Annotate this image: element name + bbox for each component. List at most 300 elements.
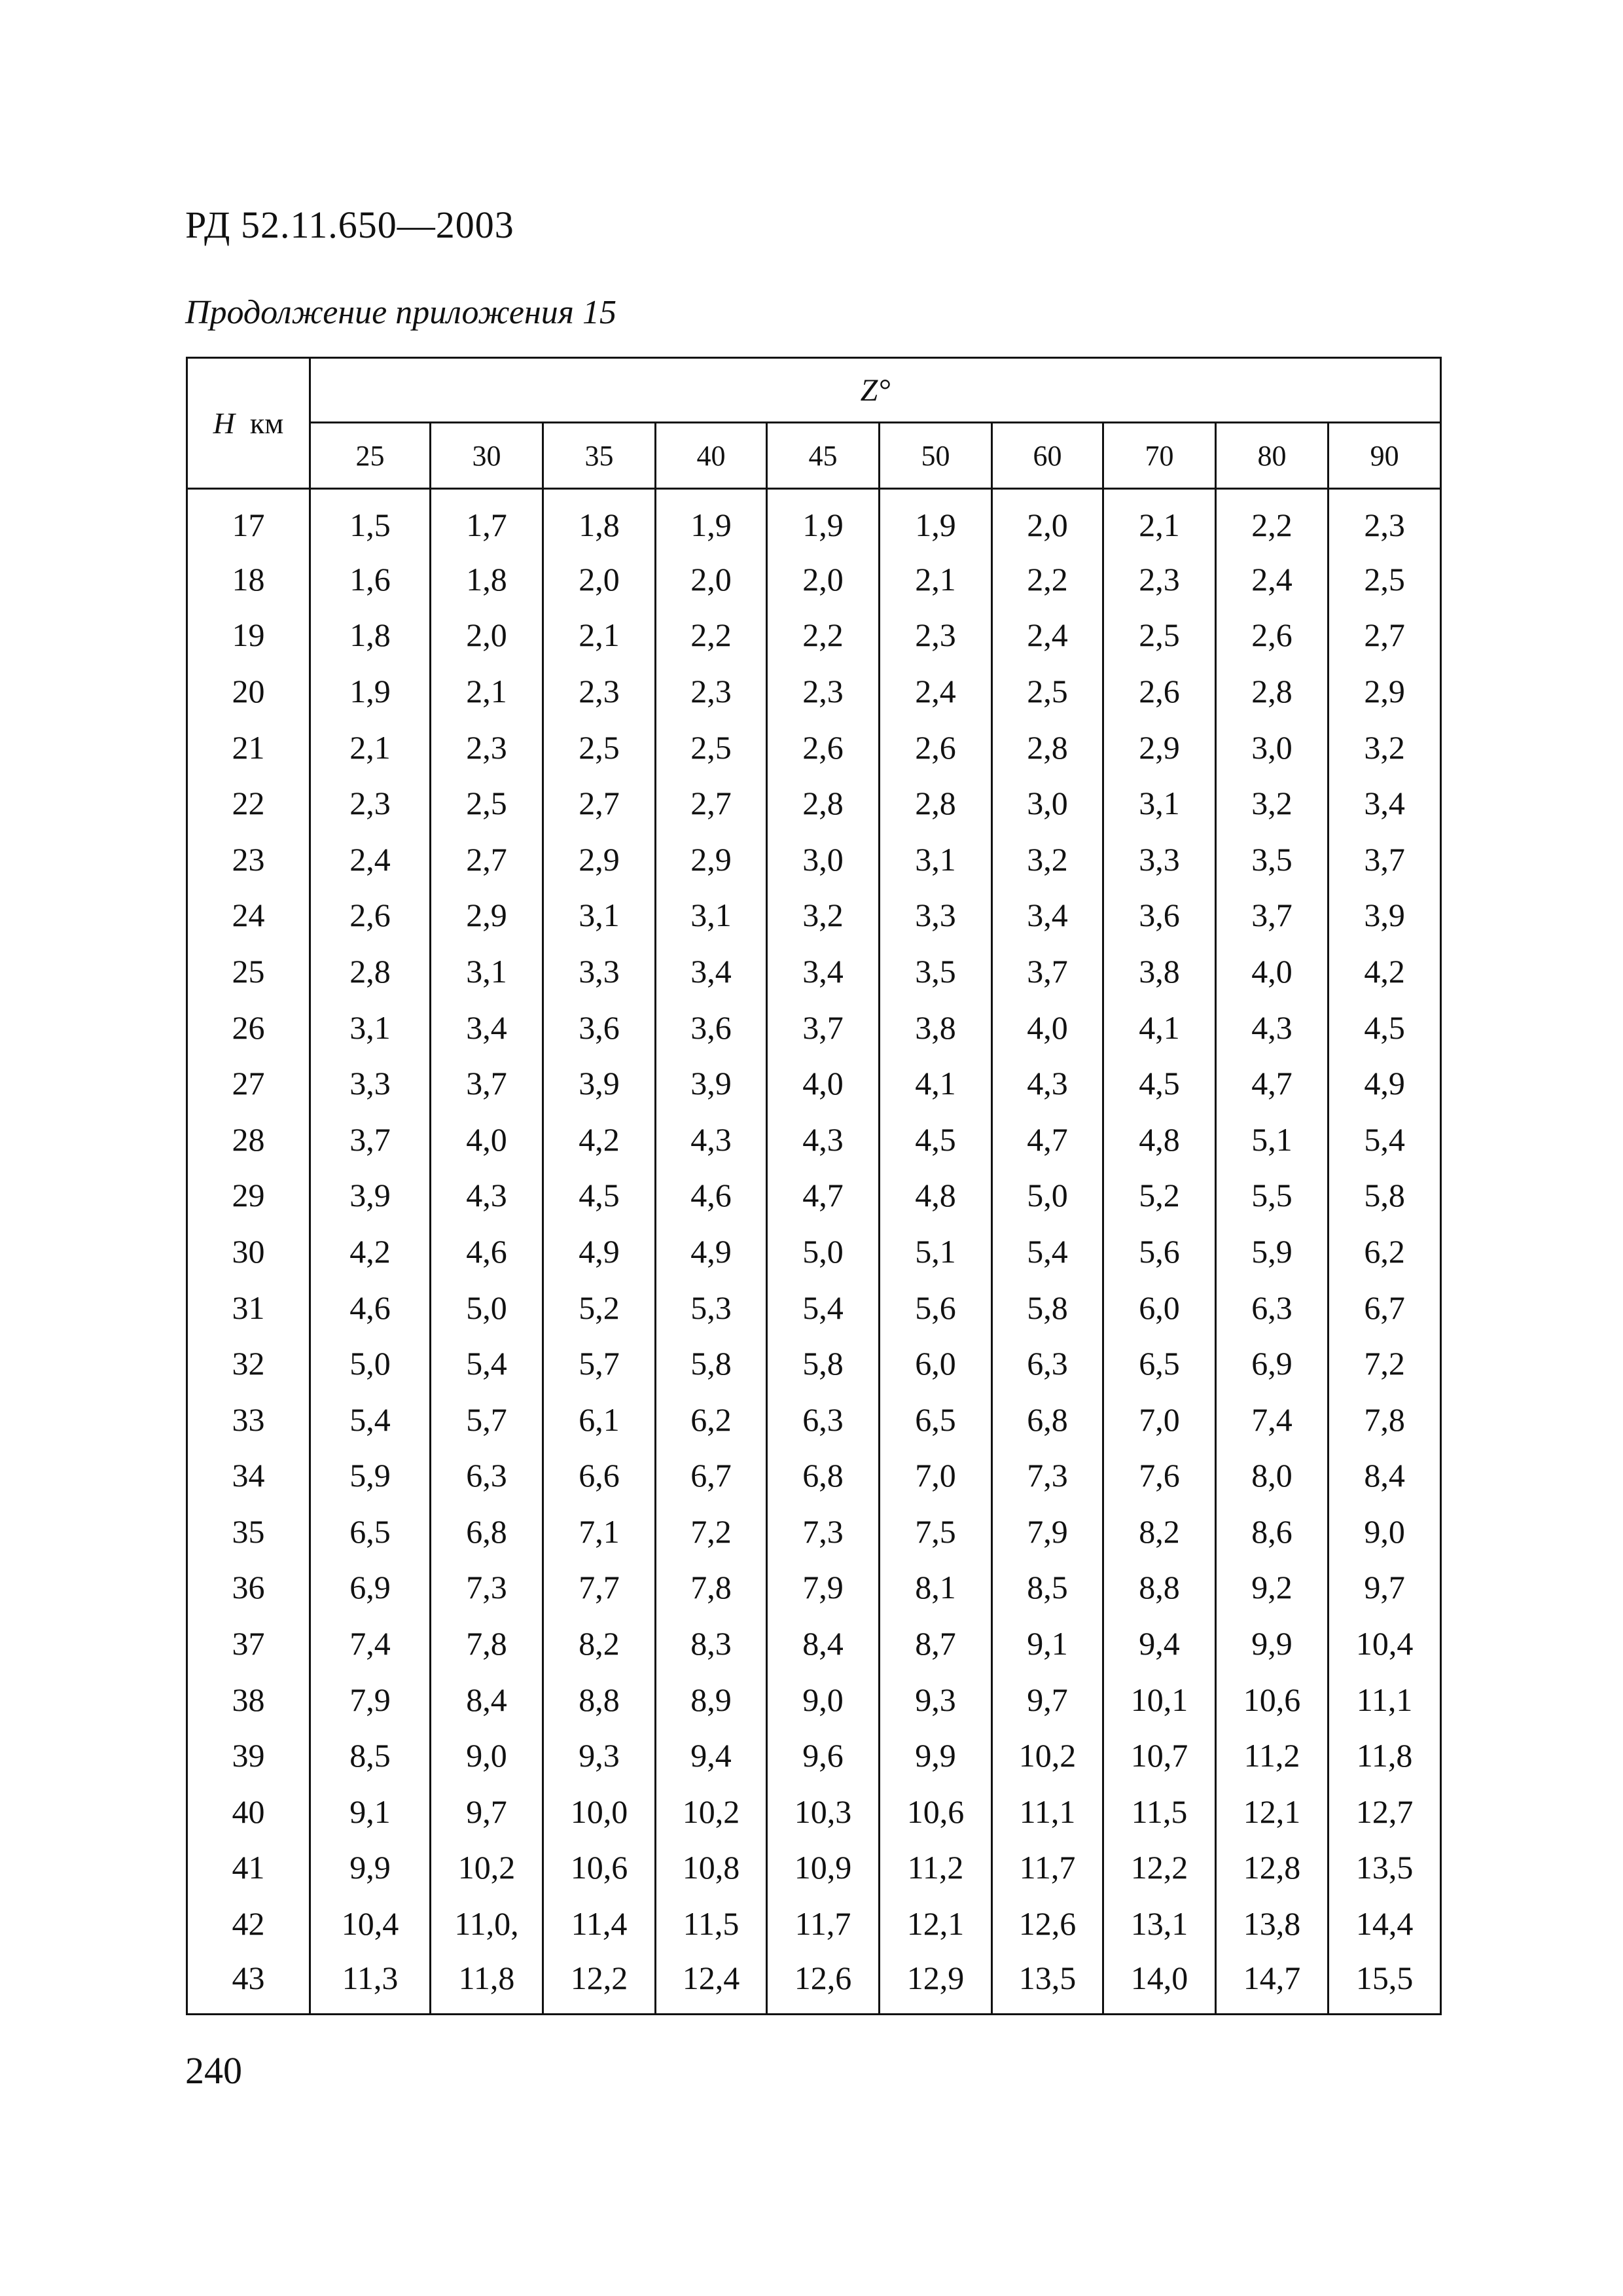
table-cell: 8,7 [880,1615,992,1672]
table-cell: 1,5 [310,489,431,552]
table-cell: 8,4 [767,1615,880,1672]
column-header-cell: 60 [992,423,1103,489]
table-cell: 2,4 [1216,551,1329,607]
table-cell: 11,1 [1329,1672,1441,1728]
table-cell: 4,3 [656,1111,767,1168]
table-cell: 1,7 [431,489,543,552]
table-cell: 2,7 [656,775,767,831]
table-cell: 12,1 [880,1895,992,1952]
table-cell: 8,5 [310,1727,431,1784]
table-cell: 9,7 [431,1784,543,1840]
table-cell: 4,1 [880,1055,992,1111]
table-cell: 6,5 [310,1503,431,1560]
table-cell: 11,8 [1329,1727,1441,1784]
table-cell: 5,4 [1329,1111,1441,1168]
table-cell: 6,0 [1103,1280,1216,1336]
table-cell: 11,7 [767,1895,880,1952]
table-cell: 2,1 [543,607,656,664]
table-cell: 4,5 [543,1168,656,1224]
table-cell: 6,9 [1216,1335,1329,1391]
table-cell: 8,8 [1103,1560,1216,1616]
table-cell: 7,5 [880,1503,992,1560]
table-cell: 10,2 [431,1840,543,1896]
table-cell: 7,8 [656,1560,767,1616]
table-cell: 9,3 [543,1727,656,1784]
table-cell: 9,0 [431,1727,543,1784]
table-cell: 2,3 [767,663,880,719]
table-cell: 6,8 [431,1503,543,1560]
table-cell: 5,4 [310,1391,431,1448]
table-cell: 3,1 [880,831,992,888]
table-cell: 2,5 [1103,607,1216,664]
table-cell: 1,8 [310,607,431,664]
table-cell: 4,6 [656,1168,767,1224]
table-cell: 11,5 [1103,1784,1216,1840]
table-cell: 9,9 [880,1727,992,1784]
table-cell: 7,9 [310,1672,431,1728]
table-row [187,1335,1441,1391]
table-cell: 6,2 [1329,1223,1441,1280]
table-cell: 7,2 [656,1503,767,1560]
table-cell: 5,8 [992,1280,1103,1336]
column-header-cell: 70 [1103,423,1216,489]
table-cell: 3,3 [543,943,656,999]
row-header-cell [187,358,310,489]
table-cell: 1,9 [656,489,767,552]
table-cell: 6,6 [543,1448,656,1504]
table-cell: 2,7 [543,775,656,831]
table-cell: 2,7 [1329,607,1441,664]
column-group-label: Z° [310,358,1441,423]
table-cell: 2,3 [310,775,431,831]
table-cell: 4,7 [767,1168,880,1224]
column-header-cell: 80 [1216,423,1329,489]
table-cell: 5,8 [767,1335,880,1391]
table-row [187,719,1441,776]
table-cell: 10,4 [310,1895,431,1952]
table-row [187,1840,1441,1896]
table-cell: 4,0 [1216,943,1329,999]
table-cell: 2,2 [656,607,767,664]
row-height-cell: 30 [187,1223,310,1280]
table-cell: 3,4 [767,943,880,999]
column-header-cell: 35 [543,423,656,489]
table-cell: 10,3 [767,1784,880,1840]
table-cell: 10,8 [656,1840,767,1896]
table-cell: 8,8 [543,1672,656,1728]
table-cell: 2,4 [310,831,431,888]
table-cell: 4,0 [431,1111,543,1168]
table-cell: 3,0 [1216,719,1329,776]
table-cell: 6,7 [1329,1280,1441,1336]
table-cell: 8,2 [543,1615,656,1672]
table-cell: 10,0 [543,1784,656,1840]
table-cell: 5,7 [431,1391,543,1448]
table-cell: 10,6 [880,1784,992,1840]
table-cell: 3,4 [431,999,543,1056]
table-cell: 10,6 [543,1840,656,1896]
table-cell: 5,6 [1103,1223,1216,1280]
table-cell: 10,4 [1329,1615,1441,1672]
table-cell: 3,7 [1329,831,1441,888]
table-cell: 2,6 [767,719,880,776]
table-cell: 2,0 [992,489,1103,552]
table-cell: 3,1 [1103,775,1216,831]
table-cell: 3,7 [992,943,1103,999]
table-cell: 2,0 [543,551,656,607]
table-cell: 7,0 [1103,1391,1216,1448]
table-cell: 2,5 [1329,551,1441,607]
table-body [187,489,1441,2015]
row-height-cell: 43 [187,1952,310,2015]
table-cell: 2,9 [431,888,543,944]
table-cell: 8,5 [992,1560,1103,1616]
table-cell: 6,5 [1103,1335,1216,1391]
table-cell: 2,6 [1103,663,1216,719]
table-cell: 6,8 [992,1391,1103,1448]
table-cell: 3,0 [767,831,880,888]
table-cell: 2,0 [656,551,767,607]
table-row [187,607,1441,664]
table-cell: 4,9 [543,1223,656,1280]
table-cell: 5,2 [543,1280,656,1336]
table-cell: 10,7 [1103,1727,1216,1784]
table-cell: 3,6 [656,999,767,1056]
table-cell: 6,3 [992,1335,1103,1391]
table-row [187,943,1441,999]
table-cell: 12,2 [543,1952,656,2015]
table-cell: 15,5 [1329,1952,1441,2015]
table-cell: 2,1 [431,663,543,719]
table-cell: 11,0, [431,1895,543,1952]
table-cell: 7,8 [431,1615,543,1672]
table-cell: 10,2 [992,1727,1103,1784]
table-cell: 5,9 [1216,1223,1329,1280]
table-cell: 1,8 [543,489,656,552]
table-cell: 5,0 [992,1168,1103,1224]
table-cell: 3,1 [310,999,431,1056]
table-cell: 9,3 [880,1672,992,1728]
row-height-cell: 17 [187,489,310,552]
table-cell: 3,2 [1216,775,1329,831]
table-cell: 13,5 [992,1952,1103,2015]
table-cell: 3,1 [656,888,767,944]
row-height-cell: 38 [187,1672,310,1728]
table-cell: 10,1 [1103,1672,1216,1728]
table-cell: 2,3 [543,663,656,719]
table-cell: 10,2 [656,1784,767,1840]
table-cell: 3,0 [992,775,1103,831]
table-cell: 2,5 [431,775,543,831]
row-height-cell: 25 [187,943,310,999]
table-cell: 4,6 [431,1223,543,1280]
table-cell: 3,7 [1216,888,1329,944]
table-row [187,831,1441,888]
row-height-cell: 28 [187,1111,310,1168]
table-cell: 7,3 [431,1560,543,1616]
table-cell: 2,4 [992,607,1103,664]
table-cell: 11,2 [880,1840,992,1896]
table-row [187,888,1441,944]
table-cell: 5,3 [656,1280,767,1336]
row-height-cell: 35 [187,1503,310,1560]
table-cell: 4,3 [992,1055,1103,1111]
row-height-cell: 21 [187,719,310,776]
table-cell: 6,3 [767,1391,880,1448]
table-cell: 8,1 [880,1560,992,1616]
table-cell: 2,7 [431,831,543,888]
table-cell: 2,5 [992,663,1103,719]
table-cell: 8,6 [1216,1503,1329,1560]
table-cell: 5,0 [767,1223,880,1280]
table-cell: 5,8 [1329,1168,1441,1224]
table-cell: 4,0 [767,1055,880,1111]
column-header-cell: 40 [656,423,767,489]
row-height-cell: 24 [187,888,310,944]
table-cell: 5,0 [310,1335,431,1391]
column-header-row [187,423,1441,489]
table-cell: 2,2 [767,607,880,664]
table-cell: 4,7 [992,1111,1103,1168]
table-cell: 1,9 [767,489,880,552]
table-cell: 3,2 [992,831,1103,888]
table-row [187,1727,1441,1784]
table-cell: 2,3 [880,607,992,664]
table-cell: 5,2 [1103,1168,1216,1224]
table-row [187,1391,1441,1448]
table-cell: 3,2 [767,888,880,944]
table-cell: 5,1 [1216,1111,1329,1168]
table-cell: 3,7 [431,1055,543,1111]
table-cell: 5,5 [1216,1168,1329,1224]
document-code: РД 52.11.650—2003 [185,204,514,246]
table-cell: 11,5 [656,1895,767,1952]
column-header-cell: 25 [310,423,431,489]
table-cell: 6,2 [656,1391,767,1448]
table-cell: 2,0 [767,551,880,607]
column-header-cell: 30 [431,423,543,489]
table-cell: 4,3 [767,1111,880,1168]
table-cell: 13,1 [1103,1895,1216,1952]
table-cell: 5,0 [431,1280,543,1336]
table-row [187,999,1441,1056]
table-cell: 2,3 [431,719,543,776]
table-cell: 7,9 [767,1560,880,1616]
row-height-cell: 31 [187,1280,310,1336]
table-cell: 3,4 [992,888,1103,944]
table-cell: 3,5 [1216,831,1329,888]
table-cell: 2,8 [1216,663,1329,719]
table-cell: 8,0 [1216,1448,1329,1504]
table-cell: 2,9 [1103,719,1216,776]
table-row [187,1895,1441,1952]
table-cell: 9,7 [1329,1560,1441,1616]
table-cell: 3,3 [1103,831,1216,888]
row-height-cell: 39 [187,1727,310,1784]
table-cell: 9,7 [992,1672,1103,1728]
table-cell: 3,1 [431,943,543,999]
table-cell: 8,9 [656,1672,767,1728]
table-cell: 2,2 [992,551,1103,607]
table-row [187,1952,1441,2015]
row-height-cell: 41 [187,1840,310,1896]
table-cell: 6,8 [767,1448,880,1504]
table-cell: 2,1 [1103,489,1216,552]
table-cell: 9,9 [1216,1615,1329,1672]
table-cell: 7,6 [1103,1448,1216,1504]
table-cell: 12,6 [992,1895,1103,1952]
table-cell: 2,6 [1216,607,1329,664]
table-cell: 2,6 [880,719,992,776]
table-cell: 3,9 [543,1055,656,1111]
table-cell: 11,1 [992,1784,1103,1840]
table-row [187,551,1441,607]
row-height-cell: 33 [187,1391,310,1448]
table-cell: 7,4 [310,1615,431,1672]
table-cell: 6,7 [656,1448,767,1504]
row-height-cell: 34 [187,1448,310,1504]
row-header-unit: км [249,406,284,440]
table-cell: 7,8 [1329,1391,1441,1448]
table-cell: 4,9 [1329,1055,1441,1111]
table-cell: 9,0 [1329,1503,1441,1560]
table-cell: 3,5 [880,943,992,999]
table-cell: 9,1 [992,1615,1103,1672]
table-cell: 14,4 [1329,1895,1441,1952]
row-height-cell: 23 [187,831,310,888]
table-cell: 11,7 [992,1840,1103,1896]
table-cell: 12,4 [656,1952,767,2015]
row-height-cell: 19 [187,607,310,664]
table-cell: 9,0 [767,1672,880,1728]
table-cell: 1,6 [310,551,431,607]
table-cell: 2,8 [767,775,880,831]
table-cell: 12,9 [880,1952,992,2015]
column-header-cell: 90 [1329,423,1441,489]
table-cell: 5,1 [880,1223,992,1280]
table-cell: 4,2 [543,1111,656,1168]
table-cell: 2,8 [992,719,1103,776]
row-height-cell: 32 [187,1335,310,1391]
table-cell: 3,9 [310,1168,431,1224]
table-cell: 5,7 [543,1335,656,1391]
row-height-cell: 40 [187,1784,310,1840]
table-cell: 2,9 [543,831,656,888]
table-row [187,1280,1441,1336]
table-cell: 7,0 [880,1448,992,1504]
table-row [187,1672,1441,1728]
table-cell: 7,7 [543,1560,656,1616]
table-cell: 3,2 [1329,719,1441,776]
table-cell: 2,5 [656,719,767,776]
table-cell: 1,8 [431,551,543,607]
table-cell: 8,3 [656,1615,767,1672]
column-header-cell: 50 [880,423,992,489]
table-cell: 4,0 [992,999,1103,1056]
table-cell: 3,9 [1329,888,1441,944]
row-height-cell: 18 [187,551,310,607]
table-cell: 7,3 [767,1503,880,1560]
table-cell: 7,2 [1329,1335,1441,1391]
table-cell: 4,5 [1103,1055,1216,1111]
table-cell: 2,0 [431,607,543,664]
table-cell: 3,9 [656,1055,767,1111]
table-cell: 13,8 [1216,1895,1329,1952]
row-height-cell: 22 [187,775,310,831]
table-cell: 12,2 [1103,1840,1216,1896]
table-cell: 11,3 [310,1952,431,2015]
table-row [187,1503,1441,1560]
table-cell: 2,1 [310,719,431,776]
row-header-variable: H [213,406,235,440]
table-cell: 2,1 [880,551,992,607]
table-cell: 4,5 [880,1111,992,1168]
table-cell: 1,9 [880,489,992,552]
table-cell: 4,7 [1216,1055,1329,1111]
table-cell: 4,6 [310,1280,431,1336]
table-cell: 2,4 [880,663,992,719]
table-cell: 3,3 [310,1055,431,1111]
table-cell: 4,8 [880,1168,992,1224]
table-cell: 4,2 [310,1223,431,1280]
table-cell: 4,8 [1103,1111,1216,1168]
table-cell: 2,9 [1329,663,1441,719]
table-cell: 3,1 [543,888,656,944]
table-cell: 6,9 [310,1560,431,1616]
page-number: 240 [185,2049,242,2092]
row-height-cell: 26 [187,999,310,1056]
table-cell: 5,4 [992,1223,1103,1280]
table-cell: 2,3 [656,663,767,719]
table-cell: 4,5 [1329,999,1441,1056]
row-height-cell: 29 [187,1168,310,1224]
table-row [187,489,1441,552]
table-cell: 2,6 [310,888,431,944]
table-cell: 7,3 [992,1448,1103,1504]
table-cell: 3,3 [880,888,992,944]
table-cell: 2,9 [656,831,767,888]
table-cell: 3,6 [543,999,656,1056]
table-cell: 4,3 [1216,999,1329,1056]
table-cell: 12,6 [767,1952,880,2015]
table-cell: 6,0 [880,1335,992,1391]
table-cell: 5,8 [656,1335,767,1391]
table-row [187,1168,1441,1224]
table-cell: 10,9 [767,1840,880,1896]
table-cell: 2,5 [543,719,656,776]
table-cell: 8,4 [431,1672,543,1728]
table-cell: 3,4 [1329,775,1441,831]
table-row [187,1615,1441,1672]
row-height-cell: 37 [187,1615,310,1672]
table-cell: 7,4 [1216,1391,1329,1448]
table-cell: 6,5 [880,1391,992,1448]
table-cell: 8,4 [1329,1448,1441,1504]
row-height-cell: 20 [187,663,310,719]
table-cell: 11,2 [1216,1727,1329,1784]
table-cell: 12,8 [1216,1840,1329,1896]
table-cell: 9,2 [1216,1560,1329,1616]
table-cell: 8,2 [1103,1503,1216,1560]
table-row [187,1111,1441,1168]
table-cell: 3,6 [1103,888,1216,944]
table-cell: 6,1 [543,1391,656,1448]
row-height-cell: 36 [187,1560,310,1616]
table-cell: 5,4 [767,1280,880,1336]
table-cell: 2,2 [1216,489,1329,552]
table-cell: 7,9 [992,1503,1103,1560]
table-cell: 3,7 [767,999,880,1056]
